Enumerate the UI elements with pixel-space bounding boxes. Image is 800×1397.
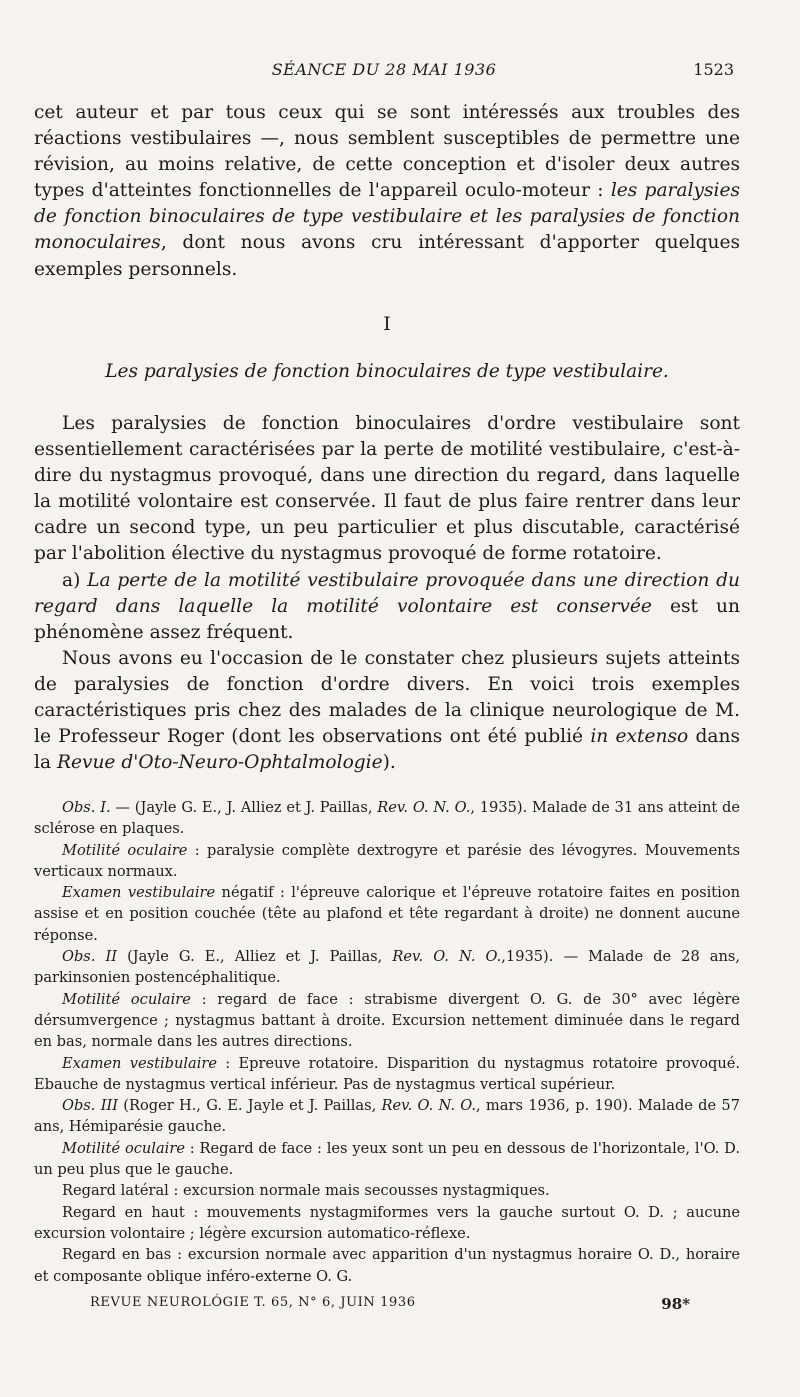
obs1: Obs. I. — (Jayle G. E., J. Alliez et J. Paillas, Rev. O. N. O., 1935). Malade de 31 ans atteint de sclérose en plaques. bbox=[34, 799, 740, 838]
intro-text-italic: les paralysies de fonction binoculaires de type vestibulaire et les paralysies de fonction monoculaires bbox=[34, 180, 741, 254]
examples-text-e: ). bbox=[382, 752, 396, 774]
paragraph-examples bbox=[34, 646, 740, 776]
intro-text-a: cet auteur et par tous ceux qui se sont intéressés aux troubles des réactions vestibulaires —, nous semblent susceptibles de permettre une révision, au moins relative, de cette conception et d'isoler deux autres types d'atteintes fonctionnelles de l'appareil oculo-moteur : bbox=[34, 102, 740, 202]
obs3-regard-lateral: Regard latéral : excursion normale mais secousses nystagmiques. bbox=[62, 1182, 550, 1200]
paragraph-a-italic: La perte de la motilité vestibulaire provoquée dans une direction du regard dans laquelle la motilité volontaire est conservée bbox=[34, 569, 741, 617]
obs1-motilite: Motilité oculaire : paralysie complète dextrogyre et parésie des lévogyres. Mouvements verticaux normaux. bbox=[34, 841, 741, 880]
observations bbox=[34, 797, 740, 1287]
obs3-regard-bas: Regard en bas : excursion normale avec apparition d'un nystagmus horaire O. D., horaire et composante oblique inféro-externe O. G. bbox=[34, 1246, 740, 1285]
obs3-motilite: Motilité oculaire : Regard de face : les yeux sont un peu en dessous de l'horizontale, l'O. D. un peu plus que le gauche. bbox=[34, 1139, 740, 1179]
paragraph-a bbox=[34, 568, 740, 646]
section-title: Les paralysies de fonction binoculaires de type vestibulaire. bbox=[105, 361, 669, 382]
page-footer bbox=[90, 1295, 690, 1317]
section-heading bbox=[34, 0, 740, 400]
page-number: 1523 bbox=[693, 60, 734, 79]
main-text bbox=[34, 411, 740, 776]
journal-reference: REVUE NEUROLÓGIE T. 65, N° 6, JUIN 1936 bbox=[90, 1295, 416, 1310]
obs1-label: Obs. I. bbox=[62, 799, 111, 816]
paragraph-definition: Les paralysies de fonction binoculaires d'ordre vestibulaire sont essentiellement caractérisées par la perte de motilité vestibulaire, c'est-à-dire du nystagmus provoqué, dans une direction du regard, dans laquelle la motilité volontaire est conservée. Il faut de plus faire rentrer dans leur cadre un second type, un peu particulier et plus discutable, caractérisé par l'abolition élective du nystagmus provoqué de forme rotatoire. bbox=[34, 413, 740, 565]
section-number: I bbox=[383, 313, 391, 335]
examples-in-extenso: in extenso bbox=[590, 726, 689, 748]
obs3: Obs. III (Roger H., G. E. Jayle et J. Paillas, Rev. O. N. O., mars 1936, p. 190). Malade de 57 ans, Hémiparésie gauche. bbox=[34, 1097, 740, 1136]
examples-journal: Revue d'Oto-Neuro-Ophtalmologie bbox=[56, 752, 383, 774]
intro-text-c: , dont nous avons cru intéressant d'apporter quelques exemples personnels. bbox=[34, 232, 740, 280]
obs3-regard-haut: Regard en haut : mouvements nystagmiformes vers la gauche surtout O. D. ; aucune excursion volontaire ; légère excursion automatico-réflexe. bbox=[34, 1203, 740, 1242]
running-title: SÉANCE DU 28 MAI 1936 bbox=[271, 60, 497, 79]
obs2-motilite: Motilité oculaire : regard de face : strabisme divergent O. G. de 30° avec légère dérsumvergence ; nystagmus battant à droite. Excursion nettement diminuée dans le regard en bas, normale dans les autres directions. bbox=[34, 990, 741, 1051]
obs3-label: Obs. III bbox=[62, 1097, 118, 1115]
examples-text-a: Nous avons eu l'occasion de le constater chez plusieurs sujets atteints de paralysies de fonction d'ordre divers. En voici trois exemples caractéristiques pris chez des malades de la clinique neurologique de M. le Professeur Roger (dont les observations ont été publié bbox=[34, 647, 740, 748]
obs2-label: Obs. II bbox=[62, 948, 118, 966]
paragraph-a-end: est un phénomène assez fréquent. bbox=[34, 595, 740, 643]
obs2-examen: Examen vestibulaire : Epreuve rotatoire. Disparition du nystagmus rotatoire provoqué. Ebauche de nystagmus vertical inférieur. Pas de nystagmus vertical supérieur. bbox=[34, 1054, 740, 1093]
paragraph-a-marker: a) bbox=[62, 569, 88, 591]
signature-mark: 98* bbox=[661, 1295, 690, 1313]
obs2: Obs. II (Jayle G. E., Alliez et J. Paillas, Rev. O. N. O.,1935). — Malade de 28 ans, parkinsonien postencéphalitique. bbox=[34, 948, 741, 987]
examples-text-c: dans la bbox=[34, 726, 740, 774]
obs1-examen: Examen vestibulaire négatif : l'épreuve calorique et l'épreuve rotatoire faites en position assise et en position couchée (tête au plafond et tête regardant à droite) ne donnent aucune réponse. bbox=[34, 884, 741, 944]
